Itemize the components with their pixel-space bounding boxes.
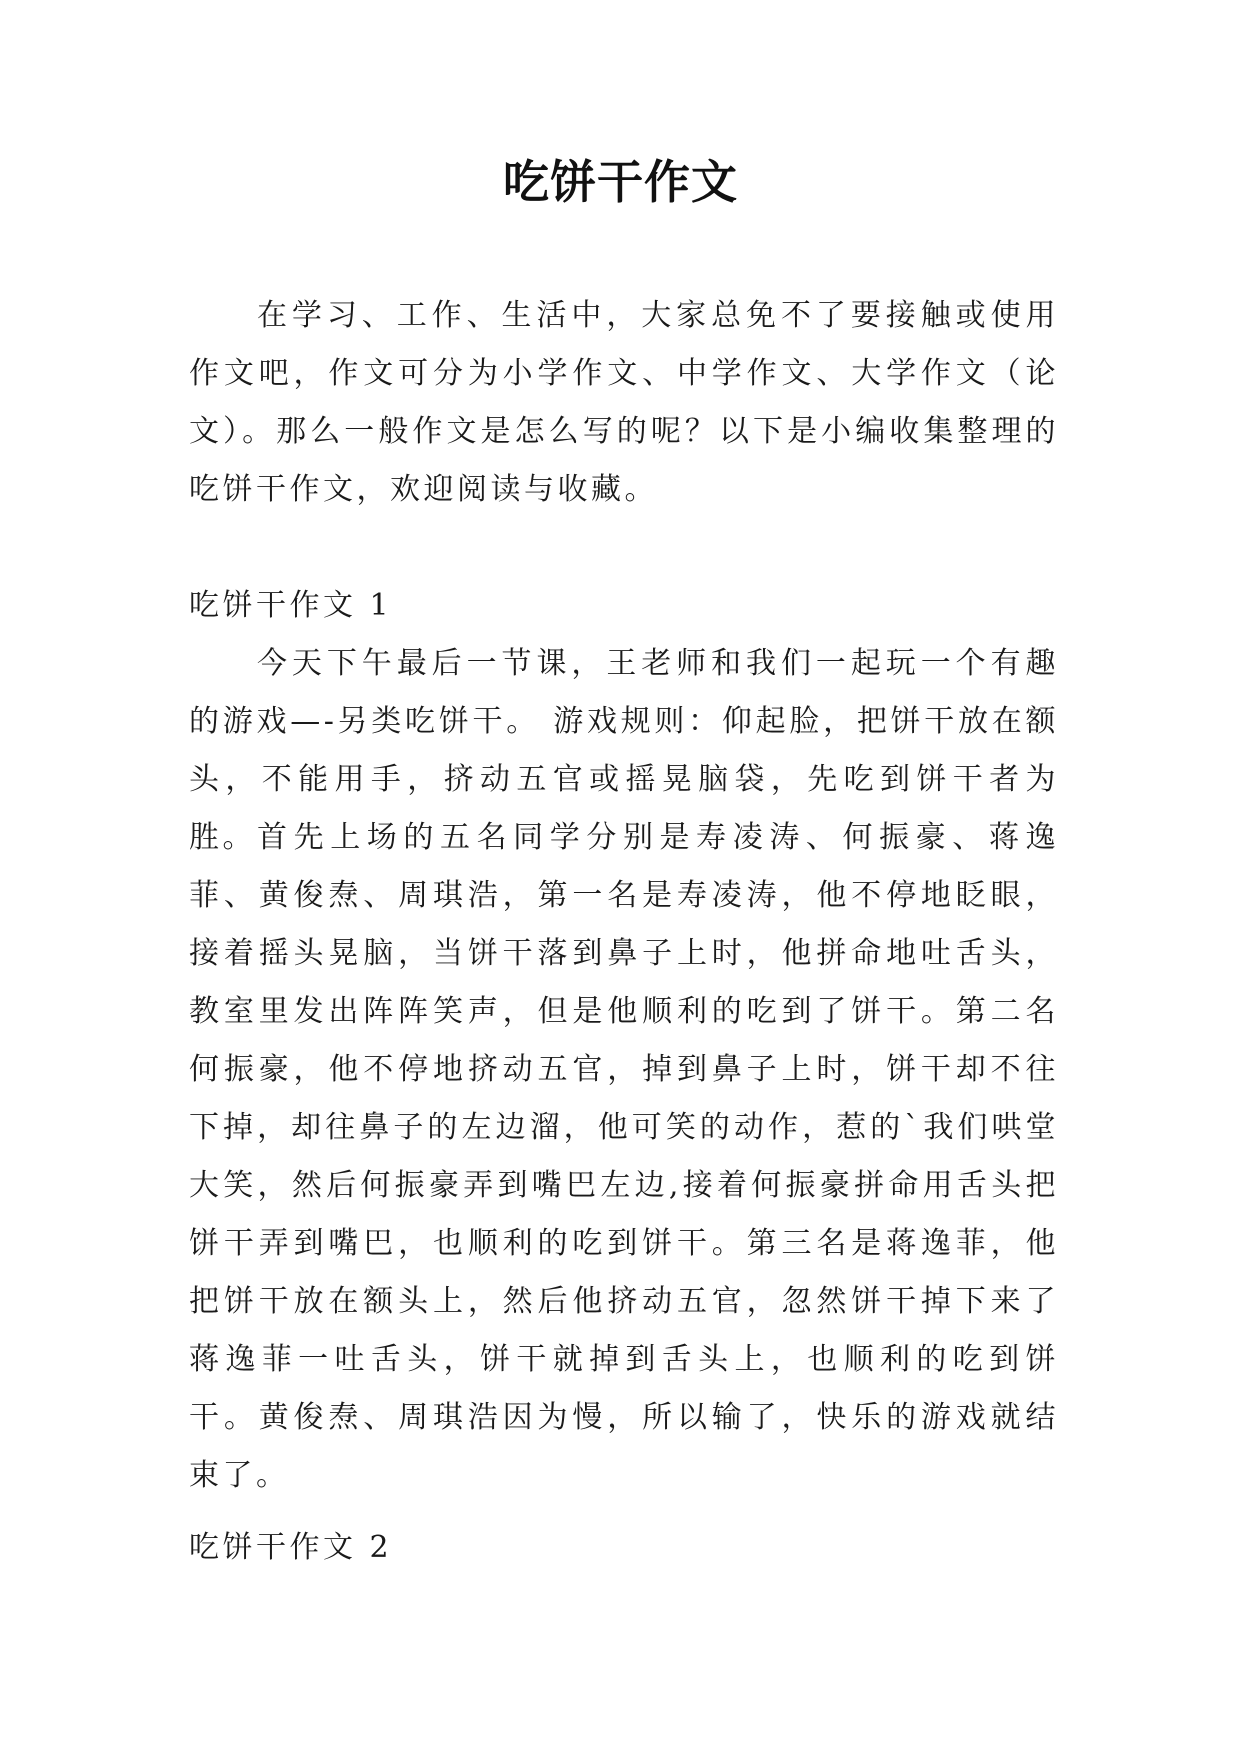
intro-paragraph: 在学习、工作、生活中，大家总免不了要接触或使用作文吧，作文可分为小学作文、中学作文、大学作文（论文）。那么一般作文是怎么写的呢？以下是小编收集整理的吃饼干作文，欢迎阅读与收藏。	[189, 298, 1059, 507]
section-1-paragraph-1: 今天下午最后一节课，王老师和我们一起玩一个有趣的游戏—-另类吃饼干。 游戏规则：仰起脸，把饼干放在额头，不能用手，挤动五官或摇晃脑袋，先吃到饼干者为胜。	[189, 646, 1059, 855]
section-heading-1: 吃饼干作文 1	[189, 588, 393, 623]
section-heading-2: 吃饼干作文 2	[189, 1530, 393, 1565]
section-1-paragraph-2: 首先上场的五名同学分别是寿凌涛、何振豪、蒋逸菲、黄俊焘、周琪浩，第一名是寿凌涛，他不停地眨眼，接着摇头晃脑，当饼干落到鼻子上时，他拼命地吐舌头，教室里发出阵阵笑声，但是他顺利的吃到了饼干。第二名何振豪，他不停地挤动五官，掉到鼻子上时，饼干却不往下掉，却往鼻子的左边溜，他可笑的动作，惹的`我们哄堂大笑，然后何振豪弄到嘴巴左边,接着何振豪拼命用舌头把饼干弄到嘴巴，也顺利的吃到饼干。第三名是蒋逸菲，他把饼干放在额头上，然后他挤动五官，忽然饼干掉下来了蒋逸菲一吐舌头，饼干就掉到舌头上，也顺利的吃到饼干。黄俊焘、周琪浩因为慢，所以输了，快乐的游戏就结束了。	[189, 820, 1059, 1493]
document-title: 吃饼干作文	[503, 155, 738, 209]
